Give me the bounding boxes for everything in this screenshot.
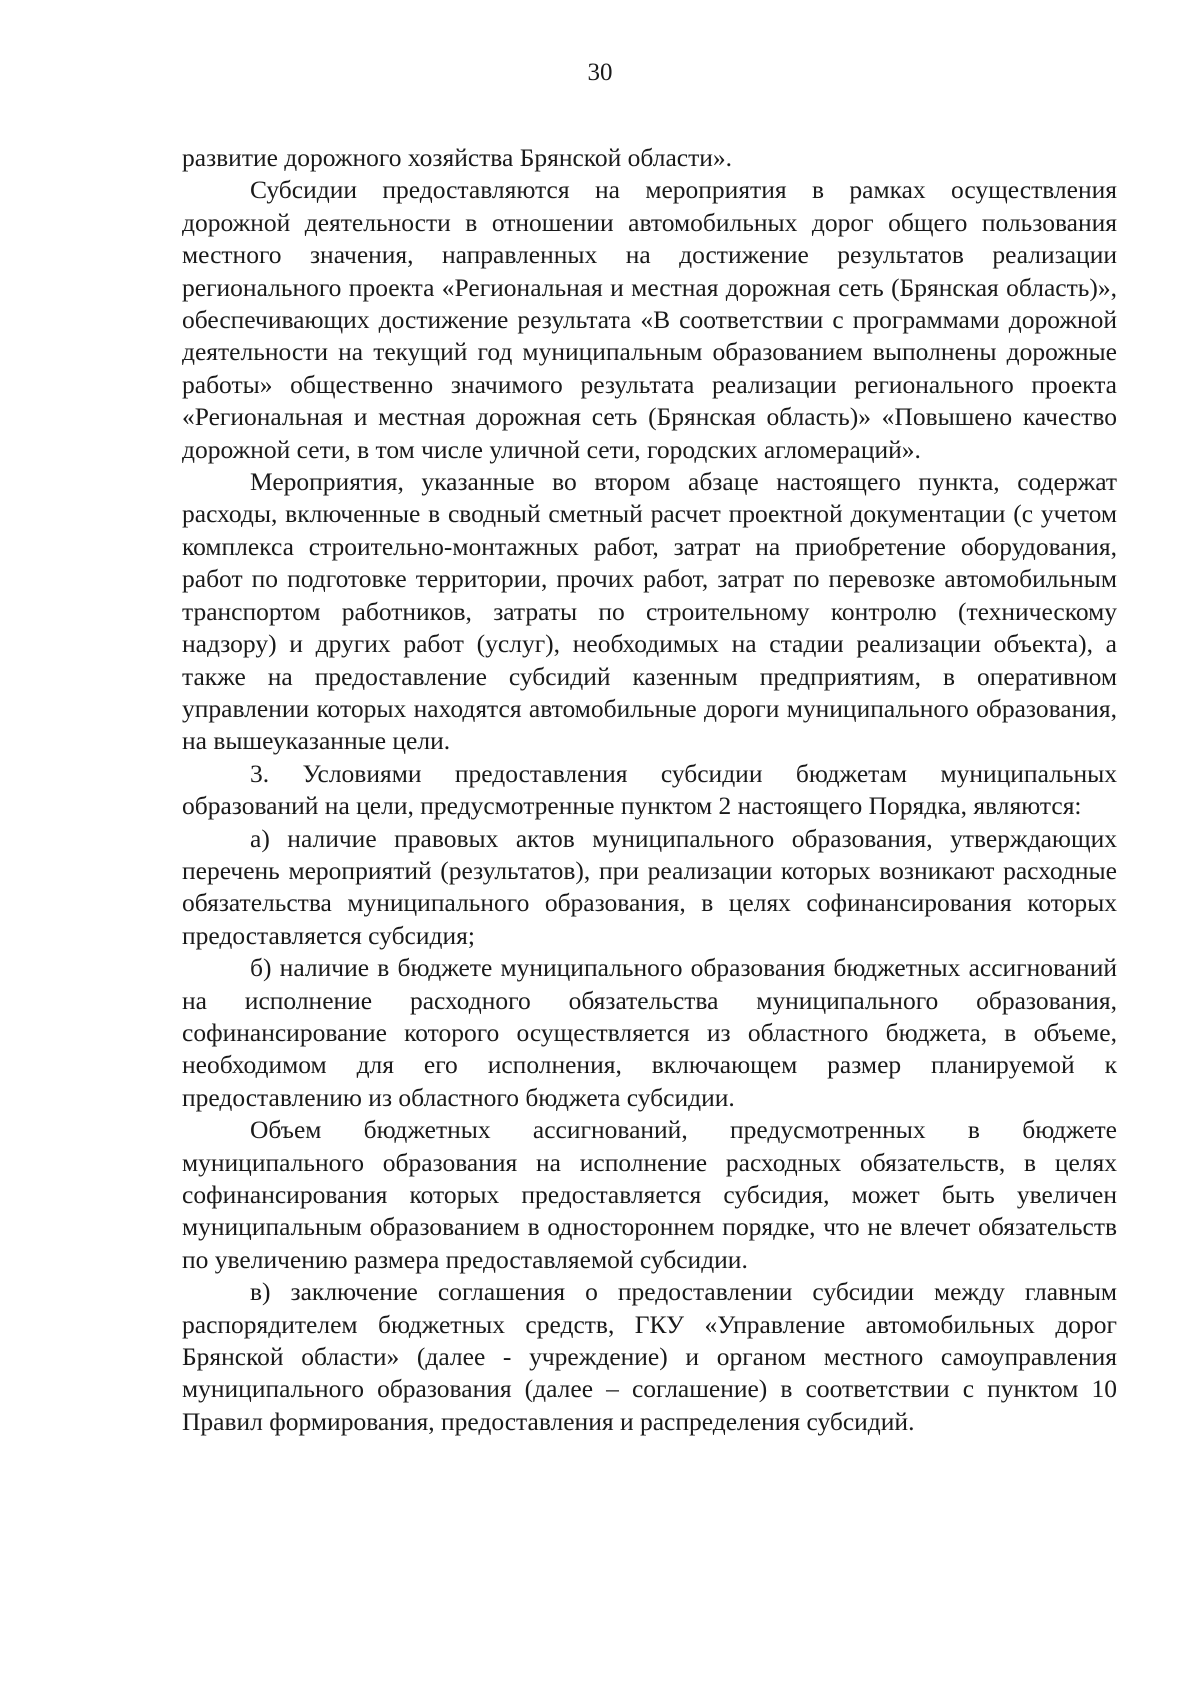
page-number: 30 bbox=[587, 59, 613, 86]
paragraph-budget-volume: Объем бюджетных ассигнований, предусмотренных в бюджете муниципального образования на исполнение расходных обязательств, в целях софинансирования которых предоставляется субсидия, может быть увеличен муниципальным образованием в одностороннем порядке, что не влечет обязательств по увеличению размера предоставляемой субсидии. bbox=[182, 1115, 1117, 1274]
paragraph-continuation: развитие дорожного хозяйства Брянской области». bbox=[182, 143, 733, 172]
paragraph-condition-b: б) наличие в бюджете муниципального образования бюджетных ассигнований на исполнение расходного обязательства муниципального образования, софинансирование которого осуществляется из областного бюджета, в объеме, необходимом для его исполнения, включающем размер планируемой к предоставлению из областного бюджета субсидии. bbox=[182, 953, 1117, 1112]
paragraph-condition-v: в) заключение соглашения о предоставлении субсидии между главным распорядителем бюджетных средств, ГКУ «Управление автомобильных дорог Брянской области» (далее - учреждение) и органом местного самоуправления муниципального образования (далее – соглашение) в соответствии с пунктом 10 Правил формирования, предоставления и распределения субсидий. bbox=[182, 1277, 1117, 1436]
paragraph-subsidies-purpose: Субсидии предоставляются на мероприятия в рамках осуществления дорожной деятельности в отношении автомобильных дорог общего пользования местного значения, направленных на достижение результатов реализации регионального проекта «Региональная и местная дорожная сеть (Брянская область)», обеспечивающих достижение результата «В соответствии с программами дорожной деятельности на текущий год муниципальным образованием выполнены дорожные работы» общественно значимого результата реализации регионального проекта «Региональная и местная дорожная сеть (Брянская область)» «Повышено качество дорожной сети, в том числе уличной сети, городских агломераций». bbox=[182, 175, 1117, 464]
paragraph-measures-expenses: Мероприятия, указанные во втором абзаце настоящего пункта, содержат расходы, включенные в сводный сметный расчет проектной документации (с учетом комплекса строительно-монтажных работ, затрат на приобретение оборудования, работ по подготовке территории, прочих работ, затрат по перевозке автомобильным транспортом работников, затраты по строительному контролю (техническому надзору) и других работ (услуг), необходимых на стадии реализации объекта), а также на предоставление субсидий казенным предприятиям, в оперативном управлении которых находятся автомобильные дороги муниципального образования, на вышеуказанные цели. bbox=[182, 467, 1117, 756]
document-body bbox=[182, 142, 1117, 1438]
paragraph-condition-a: а) наличие правовых актов муниципального образования, утверждающих перечень мероприятий (результатов), при реализации которых возникают расходные обязательства муниципального образования, в целях софинансирования которых предоставляется субсидия; bbox=[182, 823, 1117, 950]
paragraph-conditions-item-3: 3. Условиями предоставления субсидии бюджетам муниципальных образований на цели, предусмотренные пунктом 2 настоящего Порядка, являются: bbox=[182, 758, 1117, 821]
